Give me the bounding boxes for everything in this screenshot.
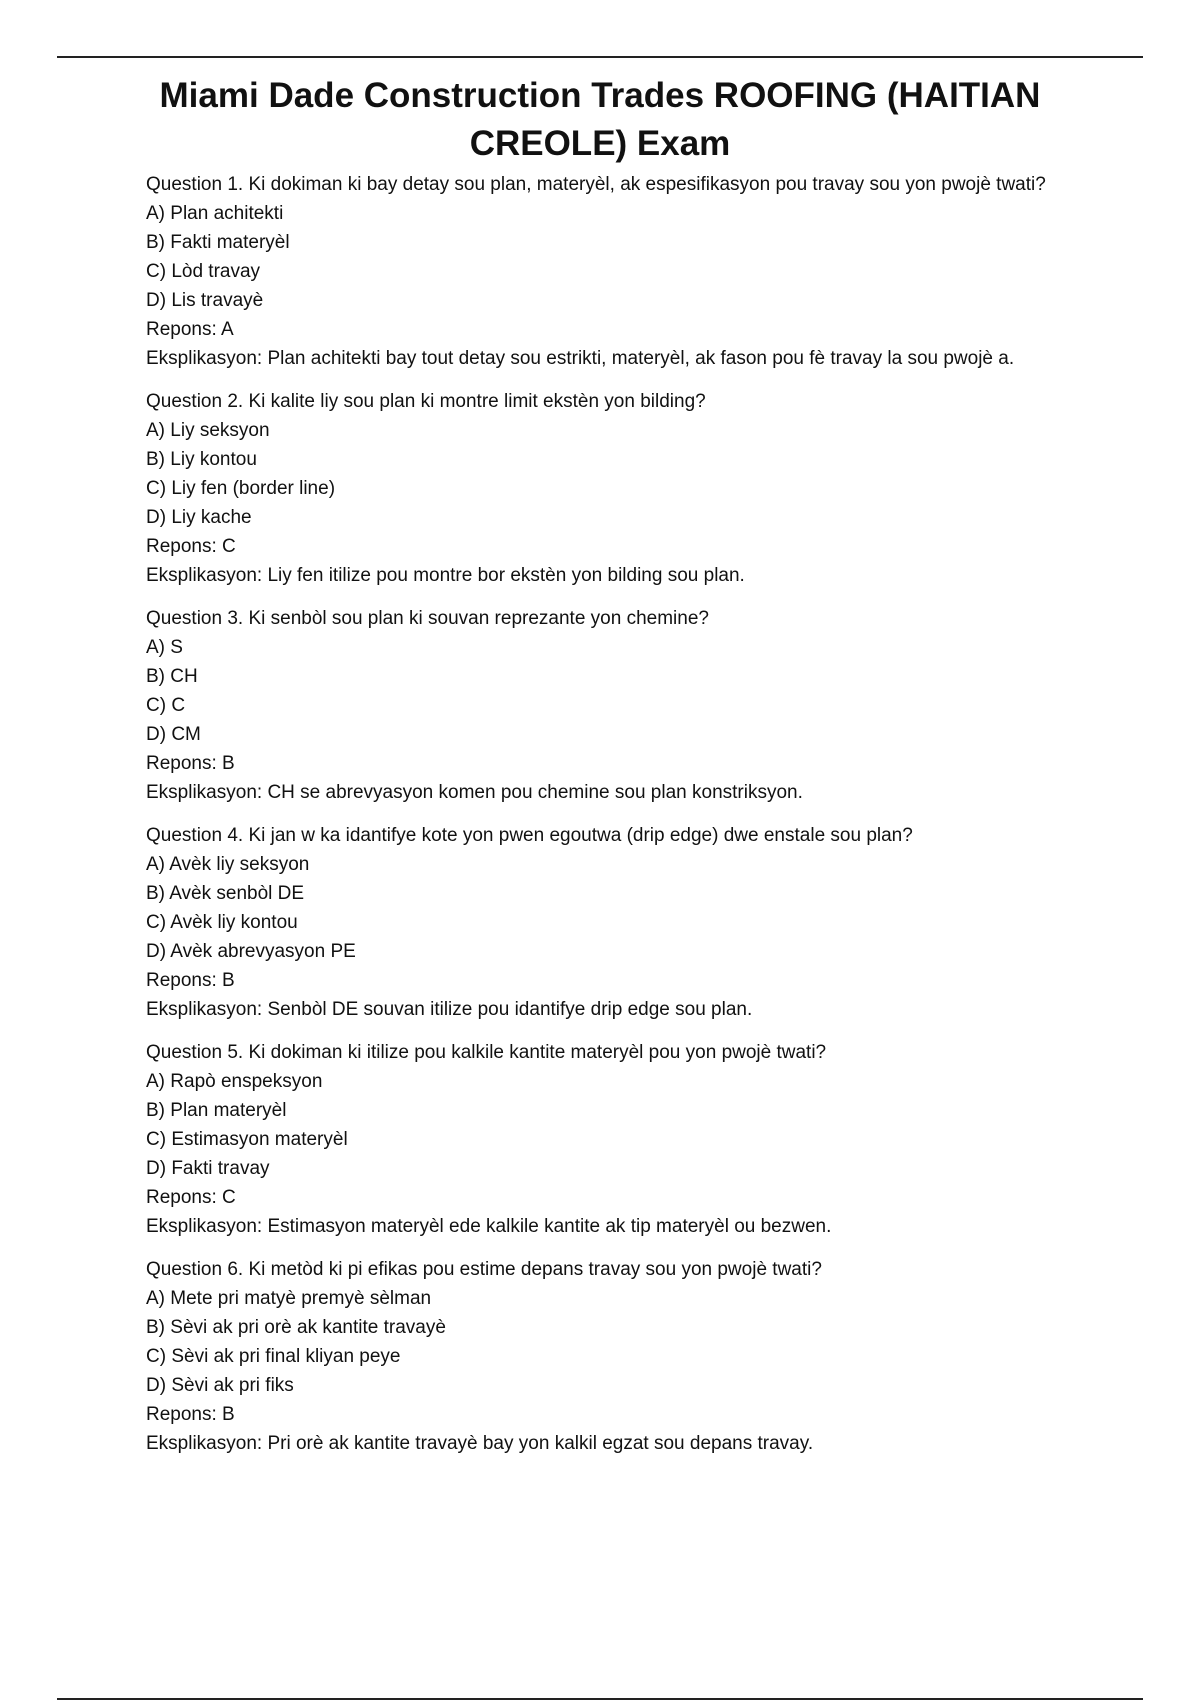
question-prompt: Question 1. Ki dokiman ki bay detay sou plan, materyèl, ak espesifikasyon pou travay sou yon pwojè twati?	[146, 174, 1046, 195]
correct-answer: Repons: C	[146, 536, 236, 557]
answer-explanation: Eksplikasyon: Plan achitekti bay tout detay sou estrikti, materyèl, ak fason pou fè travay la sou pwojè a.	[146, 348, 1015, 369]
answer-explanation: Eksplikasyon: Liy fen itilize pou montre bor ekstèn yon bilding sou plan.	[146, 565, 745, 586]
answer-explanation: Eksplikasyon: Estimasyon materyèl ede kalkile kantite ak tip materyèl ou bezwen.	[146, 1216, 832, 1237]
answer-option: C) C	[146, 695, 186, 716]
correct-answer: Repons: A	[146, 319, 234, 340]
answer-option: A) Plan achitekti	[146, 203, 284, 224]
answer-option: D) Lis travayè	[146, 290, 264, 311]
answer-option: C) Estimasyon materyèl	[146, 1129, 348, 1150]
question-prompt: Question 2. Ki kalite liy sou plan ki montre limit ekstèn yon bilding?	[146, 391, 706, 412]
answer-option: C) Lòd travay	[146, 261, 261, 282]
correct-answer: Repons: C	[146, 1187, 236, 1208]
top-divider	[57, 56, 1143, 58]
answer-option: D) Liy kache	[146, 507, 252, 528]
correct-answer: Repons: B	[146, 753, 235, 774]
answer-option: B) Sèvi ak pri orè ak kantite travayè	[146, 1317, 446, 1338]
page-title: Miami Dade Construction Trades ROOFING (HAITIAN CREOLE) Exam	[159, 76, 1041, 163]
answer-option: A) Mete pri matyè premyè sèlman	[146, 1288, 432, 1309]
question-prompt: Question 4. Ki jan w ka idantifye kote yon pwen egoutwa (drip edge) dwe enstale sou plan?	[146, 825, 913, 846]
answer-option: B) Liy kontou	[146, 449, 257, 470]
answer-option: B) Avèk senbòl DE	[146, 883, 305, 904]
answer-option: C) Sèvi ak pri final kliyan peye	[146, 1346, 401, 1367]
answer-option: B) Fakti materyèl	[146, 232, 290, 253]
question-prompt: Question 3. Ki senbòl sou plan ki souvan reprezante yon chemine?	[146, 608, 709, 629]
question-block-2	[146, 387, 1066, 590]
answer-option: D) Avèk abrevyasyon PE	[146, 941, 356, 962]
correct-answer: Repons: B	[146, 970, 235, 991]
answer-option: A) S	[146, 637, 183, 658]
answer-option: A) Liy seksyon	[146, 420, 270, 441]
answer-option: A) Rapò enspeksyon	[146, 1071, 323, 1092]
question-list	[146, 170, 1066, 1472]
question-block-5	[146, 1038, 1066, 1241]
answer-option: C) Liy fen (border line)	[146, 478, 336, 499]
answer-option: D) Sèvi ak pri fiks	[146, 1375, 294, 1396]
question-block-4	[146, 821, 1066, 1024]
question-block-6	[146, 1255, 1066, 1458]
question-prompt: Question 6. Ki metòd ki pi efikas pou estime depans travay sou yon pwojè twati?	[146, 1259, 822, 1280]
answer-explanation: Eksplikasyon: CH se abrevyasyon komen pou chemine sou plan konstriksyon.	[146, 782, 803, 803]
answer-option: B) Plan materyèl	[146, 1100, 287, 1121]
answer-option: A) Avèk liy seksyon	[146, 854, 310, 875]
answer-explanation: Eksplikasyon: Pri orè ak kantite travayè bay yon kalkil egzat sou depans travay.	[146, 1433, 814, 1454]
answer-explanation: Eksplikasyon: Senbòl DE souvan itilize pou idantifye drip edge sou plan.	[146, 999, 753, 1020]
answer-option: B) CH	[146, 666, 198, 687]
correct-answer: Repons: B	[146, 1404, 235, 1425]
answer-option: C) Avèk liy kontou	[146, 912, 298, 933]
answer-option: D) CM	[146, 724, 201, 745]
question-block-1	[146, 170, 1066, 373]
answer-option: D) Fakti travay	[146, 1158, 270, 1179]
question-prompt: Question 5. Ki dokiman ki itilize pou kalkile kantite materyèl pou yon pwojè twati?	[146, 1042, 827, 1063]
question-block-3	[146, 604, 1066, 807]
